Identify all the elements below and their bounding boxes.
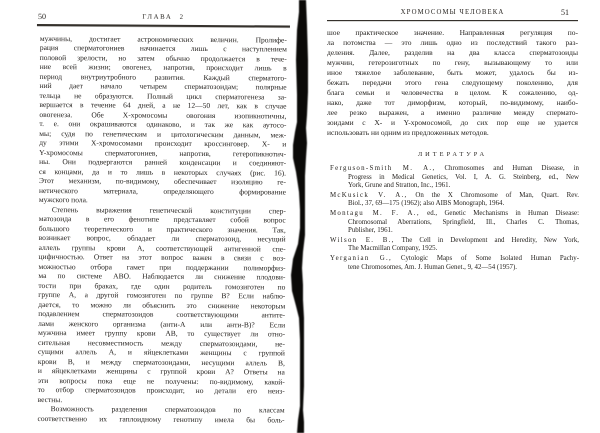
text-line: зоидами с X- и Y-хромосомой, до сих пор еще не удается	[327, 118, 578, 128]
page-number-right: 51	[561, 8, 569, 17]
text-line: возникает вопрос, обладает ли сперматозоид, несущий	[38, 232, 286, 244]
text-line: группе А, а другой гомозиготен по группе В? Если наблю-	[38, 289, 286, 301]
literature-author: Wilson E. B.,	[330, 236, 395, 244]
running-title-left: ГЛАВА 2	[142, 13, 185, 21]
text-line: вестны.	[37, 394, 63, 404]
text-line: Yerganian G., Cytologic Maps of Some Isolated Human Pachy-	[330, 255, 579, 263]
literature-author: Yerganian G.,	[330, 255, 393, 263]
text-line: соответственно их гаплоидному генотипу имела бы боль-	[37, 413, 285, 425]
text-line: Возможность разделения сперматозоидов по классам	[50, 404, 285, 415]
text-line: деления. Далее, разделив на два класса сперматозоиды	[327, 47, 578, 57]
text-line: ний дает начало четырем сперматозоидам; полярные	[39, 80, 287, 92]
text-line: крови В, и между сперматозоидами, несущими аллель В,	[37, 356, 285, 368]
text-line: сительная несовместимость между сперматозоидами, не-	[38, 337, 286, 349]
text-line: дается, то можно ли объяснить это снижение некоторым	[38, 299, 286, 311]
text-line: мужчин, гетерозиготных по гену, вызывающему то или	[327, 57, 578, 67]
text-line: Степень выражения генетической конституции спер-	[51, 204, 286, 216]
text-line: Этот механизм, по-видимому, обеспечивает изоляцию ге-	[38, 175, 287, 187]
text-line: иное тяжелое заболевание, быть может, удалось бы из-	[327, 67, 578, 77]
text-line: сущими аллель А, и яйцеклетками женщины с группой	[37, 346, 285, 358]
text-line: т. е. они окрашиваются одинаково, и так же как аутосо-	[39, 118, 287, 130]
text-line: использовать ни одним из предложенных методов.	[327, 128, 489, 138]
text-line: Biol., 37, 69—175 (1962); also AIBS Monograph, 1964.	[348, 200, 505, 208]
text-line: ду этими Х-хромосомами происходит кроссинговер. Х- и	[39, 137, 287, 149]
text-line: рация сперматогониев начинается лишь с наступлением	[39, 42, 287, 54]
text-line: tene Chromosomes, Am. J. Human Genet., 9, 42—54 (1957).	[348, 263, 517, 271]
text-line: лами женского организма (анти-А или анти-В)? Если	[38, 318, 286, 330]
text-line: нако, даже тот диморфизм, который, по-видимому, наибо-	[327, 98, 578, 108]
text-line: тельца не образуются. Полный цикл сперматогенеза за-	[39, 90, 287, 102]
page-number-left: 50	[37, 11, 47, 22]
text-line: период внутриутробного развития. Каждый сперматого-	[39, 71, 287, 83]
literature-author: McKusick V. A.,	[330, 191, 408, 199]
text-line: бежать передачи этого гена следующему поколению, для	[327, 77, 578, 87]
text-line: York, Grune and Stratton, Inc., 1961.	[348, 182, 451, 189]
text-line: Chromosomal Aberrations, Springfield, Ill., Charles C. Thomas,	[348, 218, 579, 226]
text-line: аллель группы крови А, соответствующей антигенной спе-	[38, 242, 286, 254]
text-line: большого теоретического и практического значения. Так,	[38, 223, 286, 235]
text-line: овогенеза. Обе Х-хромосомы овогония изопикнотичны,	[39, 109, 287, 121]
text-line: блага семьи и человечества в целом. К сожалению, од-	[327, 88, 578, 98]
text-line: Publisher, 1961.	[348, 227, 393, 235]
text-line: можностью отбора гамет при поддержании полиморфиз-	[38, 261, 286, 273]
text-line: ла потомства — это лишь одно из последствий такого раз-	[327, 37, 578, 47]
text-line: и яйцеклетками женщины с группой крови А? Ответы на	[37, 365, 285, 377]
text-line: Ferguson-Smith M. A., Chromosomes and Human Disease, in	[330, 165, 580, 172]
text-line: ние всей жизни; овогенез, напротив, происходит лишь в	[39, 61, 287, 73]
text-line: ны. Они подвергаются ранней конденсации и соединяют-	[39, 156, 287, 168]
text-line: мужчины, достигает астрономических величин. Пролифе-	[39, 33, 287, 45]
text-line: половой зрелости, но затем обычно продолжается в тече-	[39, 52, 287, 64]
text-line: ма по системе АВО. Наблюдается ли снижение плодови-	[38, 270, 286, 282]
text-line: лее резко выражен, а именно различие между спермато-	[327, 108, 578, 118]
running-title-right: ХРОМОСОМЫ ЧЕЛОВЕКА	[400, 9, 505, 16]
text-line: то отбор сперматозоидов происходит, но детали его неиз-	[37, 384, 285, 396]
text-line: Montagu M. F. A., ed., Genetic Mechanisms in Human Disease:	[330, 210, 580, 218]
text-line: Wilson E. B., The Cell in Development and Heredity, New York,	[330, 236, 579, 244]
literature-heading: ЛИТЕРАТУРА	[417, 151, 488, 158]
text-line: мы; судя по генетическим и цитологическим данным, меж-	[39, 128, 287, 140]
text-line: цифичностью. Ответ на этот вопрос важен в связи с воз-	[38, 251, 286, 263]
text-line: The Macmillan Company, 1925.	[348, 245, 438, 253]
text-line: Progress in Medical Genetics, Vol. I, A. G. Steinberg, ed., New	[348, 173, 579, 181]
text-line: матозоида в его фенотипе представляет собой вопрос	[38, 213, 286, 225]
text-line: мужчина имеет группу крови АВ, то существует ли отно-	[38, 327, 286, 339]
literature-author: Ferguson-Smith M. A.,	[330, 165, 436, 172]
literature-author: Montagu M. F. A.,	[330, 210, 420, 218]
text-line: тости при браках, где один родитель гомозиготен по	[38, 280, 286, 292]
text-line: шое практическое значение. Направленная регуляция по-	[327, 27, 578, 37]
text-line: McKusick V. A., On the X Chromosome of Man, Quart. Rev.	[330, 191, 579, 199]
text-line: подавлением сперматозоидов соответствующими антите-	[38, 308, 286, 320]
text-line: мужского пола.	[38, 194, 88, 205]
text-line: ся концами, да и то лишь в некоторых случаях (рис. 16).	[39, 166, 287, 178]
text-line: нетического материала, определяющего формирование	[38, 185, 286, 197]
text-line: Y-хромосомы сперматогониев, напротив, гетеропикнотич-	[39, 147, 287, 159]
text-line: вершается в течение 64 дней, а не 12—50 лет, как в случае	[39, 99, 287, 111]
text-line: эти вопросы пока еще не получены: по-видимому, какой-	[37, 375, 285, 387]
